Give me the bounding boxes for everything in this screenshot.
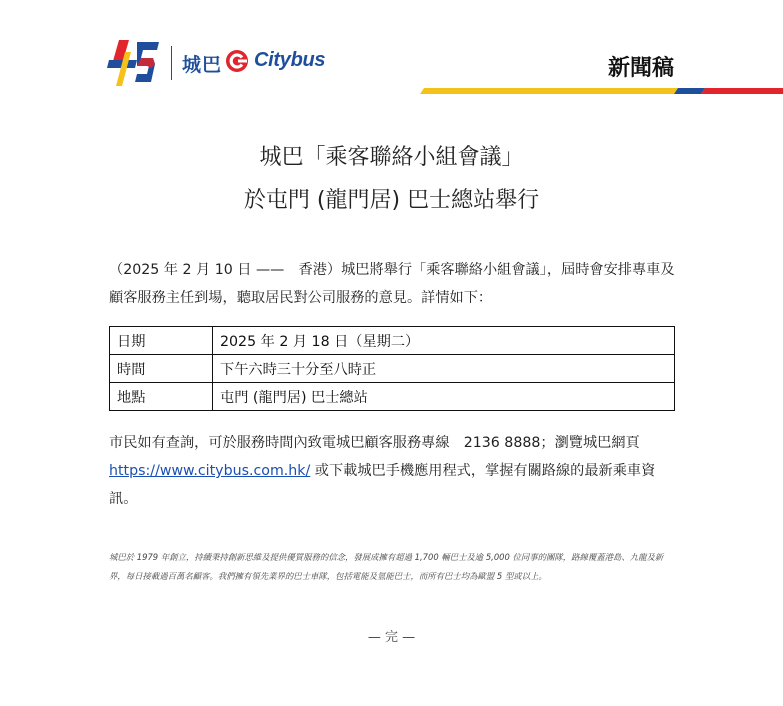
- company-boilerplate: 城巴於 1979 年創立，持續秉持創新思維及提供優質服務的信念，發展成擁有超過 1,700 輛巴士及逾 5,000 位同事的團隊，路線覆蓋港島、九龍及新界，每日接載過百萬名顧客。我們擁有領先業界的巴士車隊，包括電能及氫能巴士，而所有巴士均為歐盟 5 型或以上。: [109, 552, 664, 581]
- contact-text-after: 或下載城巴手機應用程式，掌握有關路線的最新乘車資訊。: [109, 463, 656, 507]
- intro-paragraph: （2025 年 2 月 10 日 —— 香港）城巴將舉行「乘客聯絡小組會議」，屆時會安排專車及顧客服務主任到場，聽取居民對公司服務的意見。詳情如下：: [109, 262, 675, 306]
- time-label: 時間: [110, 355, 213, 383]
- citybus-website-link[interactable]: https://www.citybus.com.hk/: [109, 463, 311, 479]
- logo-divider: [171, 46, 172, 80]
- brand-color-stripe: [420, 88, 783, 94]
- headline-line-1: 城巴「乘客聯絡小組會議」: [259, 145, 524, 170]
- press-release-title: 新聞稿: [607, 56, 674, 81]
- contact-paragraph: [109, 429, 676, 513]
- headline-line-2: 於屯門 (龍門居) 巴士總站舉行: [243, 188, 540, 213]
- contact-text-before: 市民如有查詢，可於服務時間內致電城巴顧客服務專線 2136 8888；瀏覽城巴網頁: [109, 435, 640, 451]
- citybus-logo: [107, 38, 329, 90]
- location-value: 屯門 (龍門居) 巴士總站: [213, 383, 675, 411]
- table-row: [110, 327, 675, 355]
- date-value: 2025 年 2 月 18 日（星期二）: [213, 327, 675, 355]
- table-row: [110, 383, 675, 411]
- meeting-details-table: [109, 326, 675, 411]
- table-row: [110, 355, 675, 383]
- logo-english-name: Citybus: [254, 49, 326, 71]
- end-mark: — 完 —: [367, 630, 416, 645]
- location-label: 地點: [110, 383, 213, 411]
- date-label: 日期: [110, 327, 213, 355]
- 45th-anniversary-logo-icon: [107, 38, 161, 88]
- time-value: 下午六時三十分至八時正: [213, 355, 675, 383]
- citybus-c-mark-icon: [225, 49, 249, 73]
- logo-chinese-name: 城巴: [182, 54, 223, 76]
